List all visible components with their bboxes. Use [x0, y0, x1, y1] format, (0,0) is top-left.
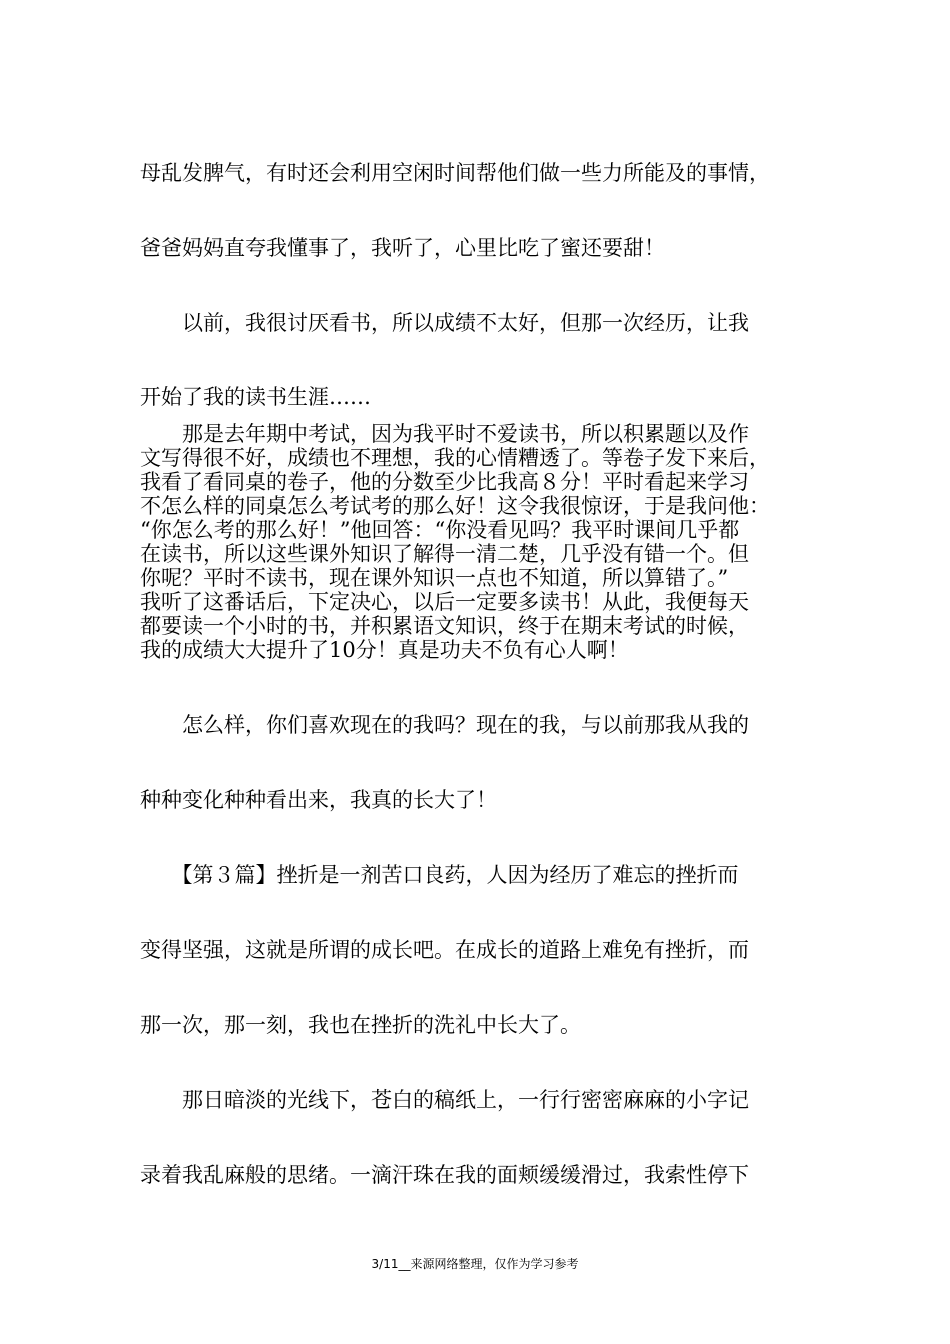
text-line: 不怎么样的同桌怎么考试考的那么好！这令我很惊讶，于是我问他： [140, 494, 770, 518]
text-line: 我的成绩大大提升了10分！真是功夫不负有心人啊！ [140, 638, 629, 662]
text-line: 文写得很不好，成绩也不理想，我的心情糟透了。等卷子发下来后， [140, 446, 770, 470]
text-line: 那一次，那一刻，我也在挫折的洗礼中长大了。 [140, 1013, 581, 1037]
text-line: 我听了这番话后，下定决心，以后一定要多读书！从此，我便每天 [140, 590, 749, 614]
text-line: 在读书，所以这些课外知识了解得一清二楚，几乎没有错一个。但 [140, 542, 749, 566]
dense-paragraph [140, 422, 820, 662]
text-line: 变得坚强，这就是所谓的成长吧。在成长的道路上难免有挫折，而 [140, 938, 749, 962]
text-line: 种种变化种种看出来，我真的长大了！ [140, 788, 497, 812]
text-line: 你呢？平时不读书，现在课外知识一点也不知道，所以算错了。” [140, 566, 729, 590]
text-line: 我看了看同桌的卷子，他的分数至少比我高８分！平时看起来学习 [140, 470, 749, 494]
text-line: 【第３篇】挫折是一剂苦口良药，人因为经历了难忘的挫折而 [140, 863, 739, 887]
text-line: 以前，我很讨厌看书，所以成绩不太好，但那一次经历，让我 [140, 311, 749, 335]
text-line: “你怎么考的那么好！”他回答：“你没看见吗？我平时课间几乎都 [140, 518, 740, 542]
page-footer: 3/11__来源网络整理，仅作为学习参考 [371, 1257, 579, 1271]
text-line: 母乱发脾气，有时还会利用空闲时间帮他们做一些力所能及的事情， [140, 161, 770, 185]
text-line: 那日暗淡的光线下，苍白的稿纸上，一行行密密麻麻的小字记 [140, 1088, 749, 1112]
text-line: 怎么样，你们喜欢现在的我吗？现在的我，与以前那我从我的 [140, 713, 749, 737]
text-line: 开始了我的读书生涯…… [140, 385, 371, 409]
text-line: 那是去年期中考试，因为我平时不爱读书，所以积累题以及作 [140, 422, 749, 446]
text-line: 都要读一个小时的书，并积累语文知识，终于在期末考试的时候， [140, 614, 749, 638]
text-line: 爸爸妈妈直夸我懂事了，我听了，心里比吃了蜜还要甜！ [140, 236, 665, 260]
text-line: 录着我乱麻般的思绪。一滴汗珠在我的面颊缓缓滑过，我索性停下 [140, 1163, 749, 1187]
